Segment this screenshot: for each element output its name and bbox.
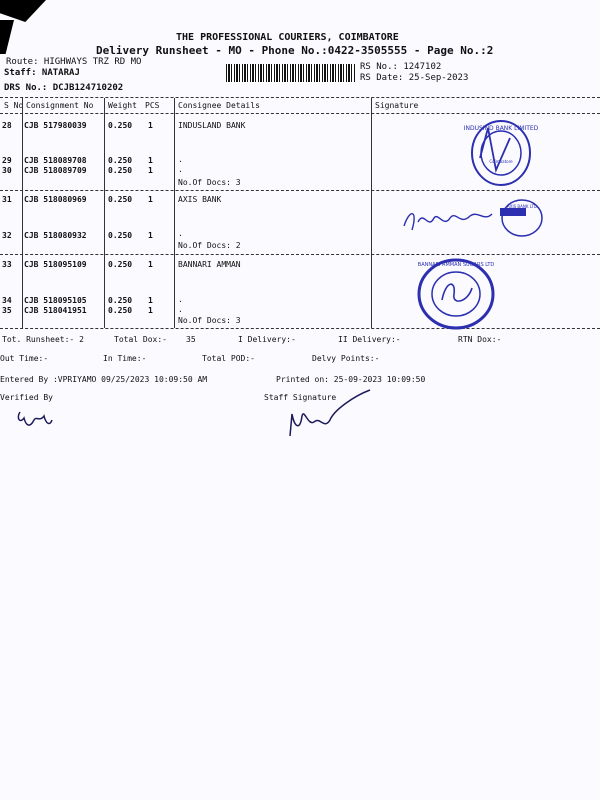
tot-runsheet: Tot. Runsheet:- 2 — [2, 335, 84, 344]
col-sep — [104, 98, 105, 328]
row-consignment: CJB 518041951 — [24, 306, 87, 315]
runsheet-title: Delivery Runsheet - MO - Phone No.:0422-3505555 - Page No.:2 — [96, 44, 494, 57]
table-bottom-rule — [0, 328, 600, 329]
row-consignee: . — [178, 165, 183, 174]
row-pcs: 1 — [148, 156, 153, 165]
row-weight: 0.250 — [108, 156, 133, 165]
row-consignment: CJB 518095109 — [24, 260, 87, 269]
scan-corner-shadow — [0, 0, 46, 22]
row-consignee: . — [178, 295, 183, 304]
col-consignee: Consignee Details — [178, 101, 260, 110]
col-sep — [371, 98, 372, 328]
row-pcs: 1 — [148, 296, 153, 305]
col-signature: Signature — [375, 101, 419, 110]
i-delivery: I Delivery:- — [238, 335, 296, 344]
row-weight: 0.250 — [108, 231, 133, 240]
row-consignee: INDUSLAND BANK — [178, 121, 246, 130]
staff-signature — [284, 386, 374, 442]
row-pcs: 1 — [148, 166, 153, 175]
docs-count: No.Of Docs: 3 — [178, 178, 241, 187]
row-consignment: CJB 518089709 — [24, 166, 87, 175]
group-rule — [0, 190, 600, 191]
row-sno: 29 — [2, 156, 12, 165]
row-consignment: CJB 518080932 — [24, 231, 87, 240]
row-sno: 34 — [2, 296, 12, 305]
ii-delivery: II Delivery:- — [338, 335, 401, 344]
docs-count: No.Of Docs: 3 — [178, 316, 241, 325]
col-consignment: Consignment No — [26, 101, 94, 110]
total-dox-value: 35 — [186, 335, 196, 344]
docs-count: No.Of Docs: 2 — [178, 241, 241, 250]
rs-number: RS No.: 1247102 — [360, 62, 442, 72]
row-weight: 0.250 — [108, 195, 133, 204]
row-consignment: CJB 518089708 — [24, 156, 87, 165]
staff-signature-label: Staff Signature — [264, 393, 337, 402]
row-sno: 32 — [2, 231, 12, 240]
staff-label: Staff: NATARAJ — [4, 68, 80, 78]
scan-edge-shadow — [0, 20, 14, 54]
axis-signature-stamp — [400, 200, 550, 240]
barcode — [226, 64, 356, 82]
indusind-bank-stamp — [463, 118, 539, 188]
verified-by: Verified By — [0, 393, 53, 402]
group-rule — [0, 254, 600, 255]
row-consignee: AXIS BANK — [178, 195, 222, 204]
drs-number: DRS No.: DCJB124710202 — [4, 83, 124, 93]
row-consignee: . — [178, 155, 183, 164]
total-dox-label: Total Dox:- — [114, 335, 167, 344]
table-header-rule — [0, 113, 600, 114]
table-top-rule — [0, 97, 600, 98]
row-sno: 28 — [2, 121, 12, 130]
row-sno: 35 — [2, 306, 12, 315]
col-sep — [22, 98, 23, 328]
in-time: In Time:- — [103, 354, 147, 363]
row-weight: 0.250 — [108, 166, 133, 175]
printed-on: Printed on: 25-09-2023 10:09:50 — [276, 375, 426, 384]
col-sno: S No — [4, 101, 24, 110]
stamp-text: BANNARI AMMAN SUGARS LTD — [417, 262, 495, 268]
row-pcs: 1 — [148, 195, 153, 204]
stamp-text: AXIS BANK LTD — [506, 204, 538, 209]
row-consignee: . — [178, 229, 183, 238]
row-consignment: CJB 518095105 — [24, 296, 87, 305]
row-consignment: CJB 517980039 — [24, 121, 87, 130]
delvy-points: Delvy Points:- — [312, 354, 380, 363]
row-pcs: 1 — [148, 121, 153, 130]
row-consignment: CJB 518080969 — [24, 195, 87, 204]
col-weight: Weight — [108, 101, 137, 110]
col-sep — [174, 98, 175, 328]
row-sno: 33 — [2, 260, 12, 269]
row-consignee: . — [178, 305, 183, 314]
row-pcs: 1 — [148, 231, 153, 240]
verifier-signature — [14, 408, 54, 434]
row-weight: 0.250 — [108, 121, 133, 130]
rs-date: RS Date: 25-Sep-2023 — [360, 73, 469, 83]
bannari-amman-stamp — [416, 258, 496, 330]
row-sno: 31 — [2, 195, 12, 204]
row-pcs: 1 — [148, 260, 153, 269]
out-time: Out Time:- — [0, 354, 49, 363]
stamp-text: Coimbatore — [489, 159, 513, 164]
total-pod: Total POD:- — [202, 354, 255, 363]
row-weight: 0.250 — [108, 306, 133, 315]
entered-by: Entered By :VPRIYAMO 09/25/2023 10:09:50 AM — [0, 375, 208, 384]
company-title: THE PROFESSIONAL COURIERS, COIMBATORE — [176, 32, 399, 43]
col-pcs: PCS — [145, 101, 160, 110]
row-weight: 0.250 — [108, 296, 133, 305]
row-weight: 0.250 — [108, 260, 133, 269]
row-consignee: BANNARI AMMAN — [178, 260, 241, 269]
row-sno: 30 — [2, 166, 12, 175]
stamp-text: INDUSIND BANK LIMITED — [463, 125, 539, 132]
row-pcs: 1 — [148, 306, 153, 315]
rtn-dox: RTN Dox:- — [458, 335, 502, 344]
route-label: Route: HIGHWAYS TRZ RD MO — [6, 57, 142, 67]
